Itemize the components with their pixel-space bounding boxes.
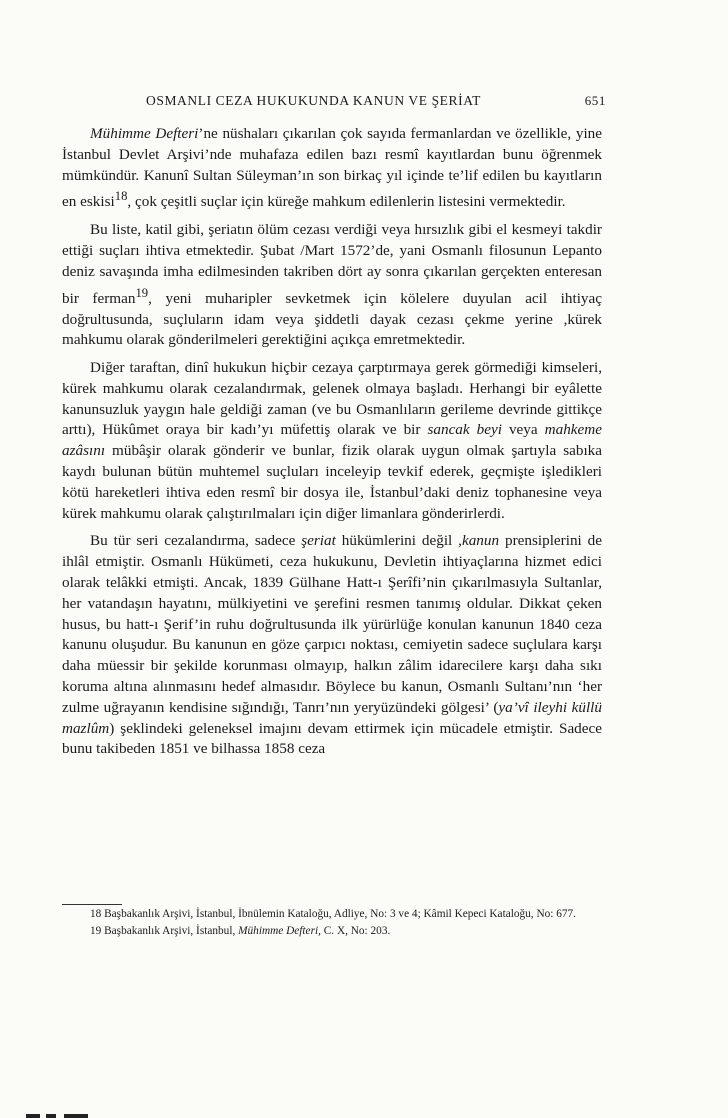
paragraph-text: veya — [501, 421, 545, 439]
page-number: 651 — [584, 93, 606, 108]
body-text — [62, 124, 602, 760]
italic-text: kanun — [461, 532, 500, 550]
paragraph-text: Diğer taraftan, dinî hukukun hiçbir cezaya çarptırmaya gerek görmediği kimseleri, kürek mahkumu olarak cezalandırmak, gelenek olmaya başladı. Herhangi bir eyâlette kanunsuzluk yaygın hale geldiği zaman (ve bu Osmanlıların gerileme devrinde gittikçe arttı), Hükûmet oraya bir kadı’yı müfettiş olarak ve bir — [62, 359, 602, 439]
paragraph-1 — [62, 124, 602, 213]
paragraph-4 — [62, 531, 602, 760]
paragraph-text: mübâşir olarak gönderir ve bunlar, fizik olarak uygun olmak şartıyla sabıka kaydı bulunan bütün muhtemel suçluları inceleyip tevkif ederek, geçmişte işledikleri kötü hareketleri ihtiva eden resmî bir dosya ile, İstanbul’daki deniz tophanesine veya kürek mahkumu olarak çalıştırılmaları için diğer limanlara gönderirlerdi. — [62, 442, 602, 522]
paragraph-text: ) şeklindeki geleneksel imajını devam ettirmek için mücadele etmiştir. Sadece bunu takibeden 1851 ve bilhassa 1858 ceza — [62, 719, 602, 758]
paragraph-text: prensiplerini de ihlâl etmiştir. Osmanlı Hükümeti, ceza hukukunu, Devletin ihtiyaçlarına hizmet edici olarak telâkki etmişti. Ancak, 1839 Gülhane Hatt-ı Şerîfi’nin çıkarılmasıyla Sultanlar, her vatandaşın hayatını, mülkiyetini ve şerefini resmen tanımış oldular. Dikkat çeken husus, bu hatt-ı Şerif’in ruhu doğrultusunda ilk yürürlüğe konulan kanunun 1840 ceza kanunu oluşudur. Bu kanunun en göze çarpıcı noktası, cemiyetin sadece suçlulara karşı daha müessir bir şekilde korunması olmayıp, halkın zâlim idarecilere karşı daha sıkı koruma altına alınmasını hedef almasıdır. Böylece bu kanun, Osmanlı Sultanı’nın ‘her zulme uğrayanın kendisine sığındığı, Tanrı’nın yeryüzündeki gölgesi’ ( — [62, 532, 602, 716]
footnote-ref-19: 19 — [135, 285, 149, 300]
italic-text: Mühimme Defteri — [90, 125, 199, 142]
footnote-text: 19 Başbakanlık Arşivi, İstanbul, — [90, 925, 239, 937]
paragraph-text: ’ne nüshaları çıkarılan çok sayıda fermanlardan ve özellikle, yine İstanbul Devlet Arşivi’nde muhafaza edilen bazı resmî kayıtlardan bunu öğrenmek mümkündür. Kanunî Sultan Süleyman’ın son birkaç yıl içinde te’lif edilen bu kayıtların en eskisi — [62, 125, 602, 211]
paragraph-2 — [62, 220, 602, 351]
paragraph-text: Bu tür seri cezalandırma, sadece — [90, 532, 302, 550]
paragraph-text: , çok çeşitli suçlar için küreğe mahkum edilenlerin listesini vermektedir. — [127, 193, 566, 211]
paragraph-text: Bu liste, katil gibi, şeriatın ölüm cezası verdiği veya hırsızlık gibi el kesmeyi takdir ettiği suçları ihtiva etmektedir. Şubat /Mart 1572’de, yani Osmanlı filosunun Lepanto deniz savaşında imha edilmesinden takriben dört ay sonra çıkarılan gerçekten enteresan bir ferman — [62, 221, 602, 307]
italic-text: Mühimme Defteri — [238, 925, 319, 937]
paragraph-3 — [62, 358, 602, 524]
footnotes — [62, 906, 602, 940]
footnote-18: 18 Başbakanlık Arşivi, İstanbul, İbnülemin Kataloğu, Adliye, No: 3 ve 4; Kâmil Kepeci Kataloğu, No: 677. — [90, 908, 576, 920]
italic-text: sancak beyi — [427, 421, 502, 439]
italic-text: ya’vî ileyhi küllü mazlûm — [62, 698, 602, 737]
paragraph-text: , yeni muharipler sevketmek için kölelere duyulan acil ihtiyaç doğrultusunda, suçluların idam veya şiddetli dayak cezası çekme yerine ,kürek mahkumu olarak gönderilmeleri gerektiğini açıkça emretmektedir. — [62, 289, 603, 349]
italic-text: mahkeme azâsını — [62, 421, 603, 460]
footnote-ref-18: 18 — [114, 189, 128, 204]
footnote-divider — [62, 904, 122, 905]
footnote-19 — [62, 923, 602, 940]
paragraph-text: hükümlerini değil , — [335, 532, 462, 550]
footnote-text: , C. X, No: 203. — [318, 925, 391, 937]
italic-text: şeriat — [301, 532, 336, 550]
scan-edge-mark — [26, 1110, 106, 1118]
running-head-title: OSMANLI CEZA HUKUKUNDA KANUN VE ŞERİAT — [146, 93, 481, 108]
